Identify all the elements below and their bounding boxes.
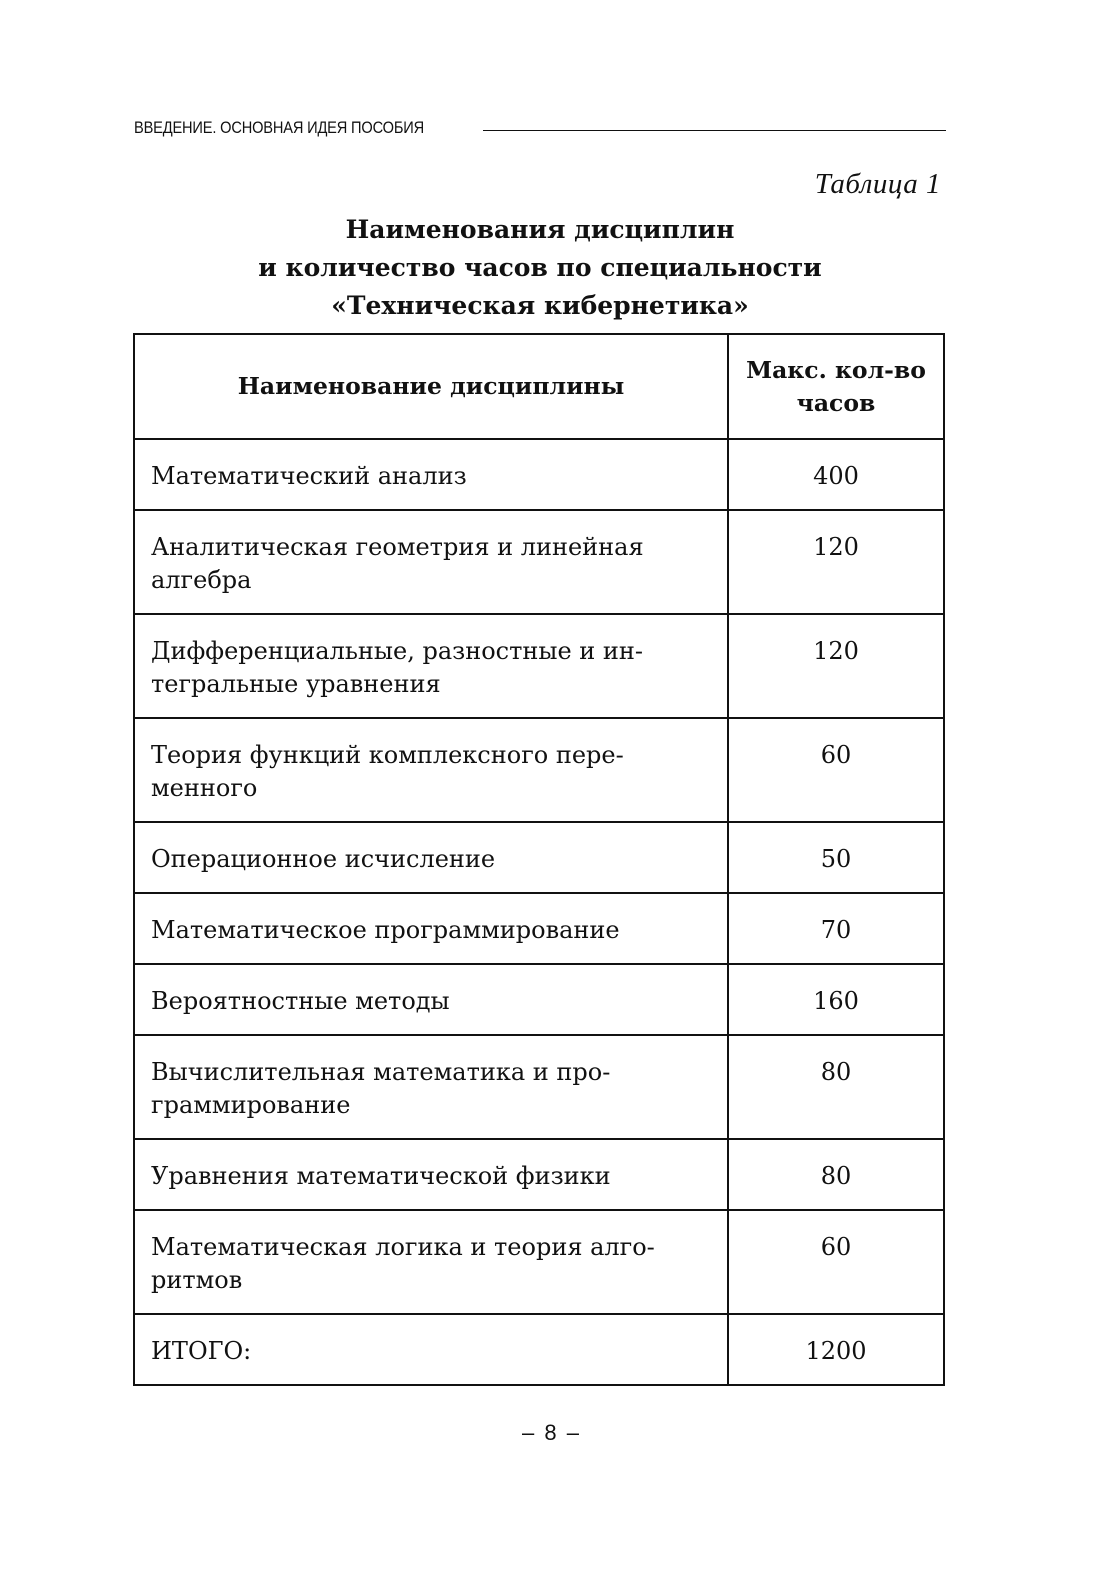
discipline-hours: 120 <box>728 510 944 614</box>
discipline-name-line: Математическое программирование <box>151 916 620 944</box>
discipline-name-line: алгебра <box>151 566 252 594</box>
table-row <box>134 893 944 964</box>
discipline-name <box>134 1210 728 1314</box>
discipline-hours: 80 <box>728 1035 944 1139</box>
discipline-name <box>134 1035 728 1139</box>
discipline-name-line: Теория функций комплексного пере- <box>151 741 624 769</box>
discipline-hours: 60 <box>728 718 944 822</box>
column-header-hours-line-1: Макс. кол-во <box>746 356 926 384</box>
page-number: – 8 – <box>522 1420 581 1445</box>
discipline-name-line: ритмов <box>151 1266 243 1294</box>
discipline-name <box>134 718 728 822</box>
table-total-row <box>134 1314 944 1385</box>
running-header <box>134 118 946 138</box>
discipline-name-line: Математическая логика и теория алго- <box>151 1233 655 1261</box>
discipline-name <box>134 964 728 1035</box>
discipline-hours: 80 <box>728 1139 944 1210</box>
table-header-row <box>134 334 944 439</box>
total-label: ИТОГО: <box>134 1314 728 1385</box>
table-title-line-2: и количество часов по специальности <box>258 253 822 282</box>
table-label: Таблица 1 <box>814 168 941 200</box>
discipline-name-line: Дифференциальные, разностные и ин- <box>151 637 644 665</box>
column-header-name: Наименование дисциплины <box>134 334 728 439</box>
discipline-name-line: менного <box>151 774 258 802</box>
discipline-name-line: Аналитическая геометрия и линейная <box>151 533 644 561</box>
discipline-hours: 70 <box>728 893 944 964</box>
discipline-name-line: граммирование <box>151 1091 351 1119</box>
column-header-hours <box>728 334 944 439</box>
discipline-name-line: Вычислительная математика и про- <box>151 1058 611 1086</box>
table-row <box>134 510 944 614</box>
table-row <box>134 1210 944 1314</box>
table-title-line-1: Наименования дисциплин <box>345 215 735 244</box>
discipline-hours: 60 <box>728 1210 944 1314</box>
table-row <box>134 822 944 893</box>
discipline-name <box>134 510 728 614</box>
discipline-hours: 120 <box>728 614 944 718</box>
discipline-name <box>134 893 728 964</box>
header-rule <box>483 130 946 131</box>
table-row <box>134 614 944 718</box>
table-title <box>134 211 946 325</box>
total-hours: 1200 <box>728 1314 944 1385</box>
table-row <box>134 718 944 822</box>
table-row <box>134 964 944 1035</box>
discipline-name <box>134 439 728 510</box>
table-row <box>134 1035 944 1139</box>
discipline-hours: 400 <box>728 439 944 510</box>
table-row <box>134 439 944 510</box>
discipline-name <box>134 614 728 718</box>
discipline-hours: 160 <box>728 964 944 1035</box>
discipline-name-line: Уравнения математической физики <box>151 1162 611 1190</box>
running-header-title: ВВЕДЕНИЕ. ОСНОВНАЯ ИДЕЯ ПОСОБИЯ <box>134 118 424 137</box>
column-header-hours-line-2: часов <box>796 389 876 417</box>
discipline-hours: 50 <box>728 822 944 893</box>
table-row <box>134 1139 944 1210</box>
discipline-name <box>134 822 728 893</box>
table-title-line-3: «Техническая кибернетика» <box>331 291 749 320</box>
discipline-name-line: Операционное исчисление <box>151 845 496 873</box>
discipline-name-line: Вероятностные методы <box>151 987 450 1015</box>
discipline-name-line: Математический анализ <box>151 462 467 490</box>
disciplines-table <box>133 333 945 1386</box>
discipline-name <box>134 1139 728 1210</box>
discipline-name-line: тегральные уравнения <box>151 670 441 698</box>
